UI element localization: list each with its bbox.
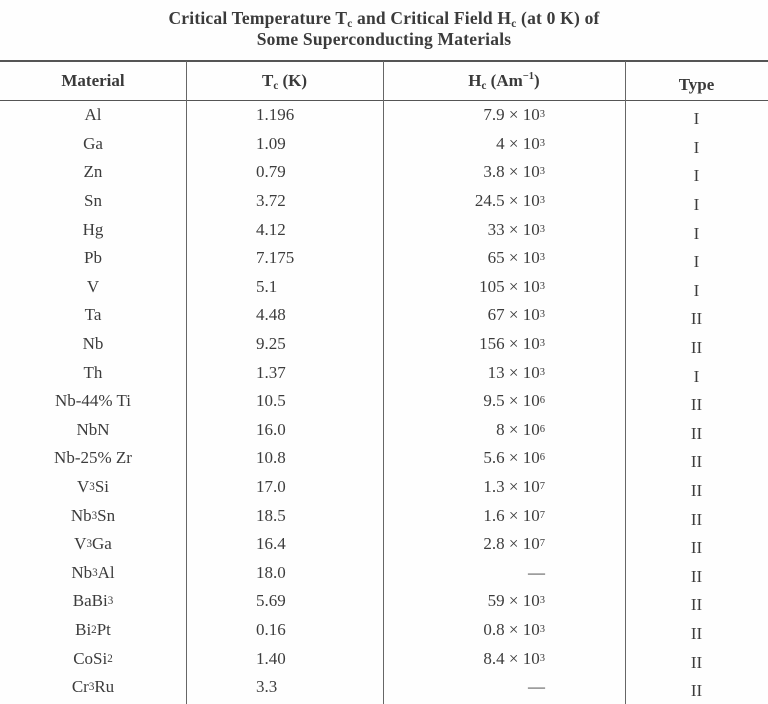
- material-text: CoSi: [73, 648, 108, 668]
- table-row: [0, 130, 768, 159]
- cell-hc: 24.5 × 10 3: [474, 191, 545, 211]
- material-text: Nb: [71, 562, 93, 582]
- header-type: [625, 62, 768, 100]
- table-row: [0, 387, 768, 416]
- material-text: Nb: [70, 505, 92, 525]
- cell-tc: [186, 501, 383, 530]
- cell-material: BaBi 3: [72, 591, 114, 611]
- title-text: and Critical Field H: [352, 8, 512, 28]
- table-row: [0, 444, 768, 473]
- cell-type: [625, 587, 768, 616]
- material-text: Ru: [94, 677, 115, 697]
- superscript: −1: [522, 71, 535, 82]
- cell-hc: 105 × 10 3: [479, 276, 545, 296]
- cell-tc: [186, 616, 383, 645]
- material-text: Nb-44% Ti: [54, 391, 132, 411]
- tc-value: 5.1: [256, 276, 278, 296]
- cell-hc: 1.3 × 10 7: [483, 477, 545, 497]
- cell-tc: [186, 187, 383, 216]
- type-value: II: [690, 509, 703, 529]
- table-row: [0, 616, 768, 645]
- header-hc: [383, 62, 625, 100]
- table-row: [0, 673, 768, 702]
- hc-value: 5.6 × 10: [483, 448, 540, 468]
- tc-value: 1.09: [256, 133, 286, 153]
- hc-value: —: [528, 562, 545, 582]
- cell-type: [625, 444, 768, 473]
- symbol: T: [261, 71, 274, 90]
- unit: ): [534, 71, 540, 90]
- title-text: (at 0 K) of: [516, 8, 600, 28]
- type-value: II: [690, 481, 703, 501]
- tc-value: 16.0: [256, 419, 286, 439]
- header-material: [0, 62, 186, 100]
- type-value: II: [690, 681, 703, 701]
- cell-type: [625, 301, 768, 330]
- cell-tc: [186, 273, 383, 302]
- hc-value: 67 × 10: [487, 305, 540, 325]
- header-label: Type: [678, 75, 715, 94]
- material-text: Nb: [82, 334, 104, 354]
- table-title: [0, 8, 768, 50]
- material-text: Bi: [75, 619, 92, 639]
- tc-value: 7.175: [256, 248, 295, 268]
- cell-type: [625, 101, 768, 130]
- table-row: [0, 530, 768, 559]
- cell-material: Cr 3 Ru: [71, 677, 115, 697]
- table-row: [0, 158, 768, 187]
- type-value: II: [690, 623, 703, 643]
- table-row: [0, 559, 768, 588]
- subscript: c: [273, 80, 279, 92]
- tc-value: 10.5: [256, 391, 286, 411]
- cell-type: [625, 559, 768, 588]
- cell-material: [0, 130, 186, 159]
- cell-tc: [186, 330, 383, 359]
- title-text: Critical Temperature T: [168, 8, 348, 28]
- tc-value: 18.5: [256, 505, 286, 525]
- type-value: II: [690, 452, 703, 472]
- hc-value: 65 × 10: [487, 248, 540, 268]
- cell-type: [625, 187, 768, 216]
- cell-type: [625, 330, 768, 359]
- subscript: c: [481, 80, 487, 92]
- tc-value: 16.4: [256, 534, 286, 554]
- material-text: NbN: [76, 419, 110, 439]
- cell-hc: 5.6 × 10 6: [483, 448, 545, 468]
- cell-hc: 67 × 10 3: [487, 305, 545, 325]
- hc-value: 0.8 × 10: [483, 619, 540, 639]
- cell-hc: 3.8 × 10 3: [483, 162, 545, 182]
- table-body: [0, 101, 768, 701]
- cell-tc: [186, 530, 383, 559]
- cell-material: [0, 101, 186, 130]
- material-text: Hg: [82, 219, 104, 239]
- cell-hc: 4 × 10 3: [496, 133, 545, 153]
- tc-value: 18.0: [256, 562, 286, 582]
- cell-material: [0, 387, 186, 416]
- material-text: Ga: [83, 133, 103, 153]
- hc-value: —: [528, 677, 545, 697]
- type-value: II: [690, 538, 703, 558]
- tc-value: 1.37: [256, 362, 286, 382]
- cell-type: [625, 416, 768, 445]
- cell-type: [625, 158, 768, 187]
- tc-value: 3.3: [256, 677, 278, 697]
- tc-value: 17.0: [256, 477, 286, 497]
- cell-hc: 59 × 10 3: [487, 591, 545, 611]
- tc-value: 4.12: [256, 219, 286, 239]
- cell-tc: [186, 301, 383, 330]
- type-value: I: [693, 137, 700, 157]
- cell-hc: 8.4 × 10 3: [483, 648, 545, 668]
- cell-hc: [383, 673, 625, 702]
- cell-tc: [186, 673, 383, 702]
- hc-value: 9.5 × 10: [483, 391, 540, 411]
- cell-type: [625, 530, 768, 559]
- cell-tc: [186, 101, 383, 130]
- cell-tc: [186, 644, 383, 673]
- cell-type: [625, 215, 768, 244]
- material-text: Cr: [71, 677, 89, 697]
- cell-material: CoSi 2: [73, 648, 113, 668]
- hc-value: 2.8 × 10: [483, 534, 540, 554]
- table-row: [0, 301, 768, 330]
- material-text: Ta: [84, 305, 102, 325]
- cell-material: [0, 358, 186, 387]
- table-row: [0, 330, 768, 359]
- hc-value: 156 × 10: [479, 334, 540, 354]
- type-value: I: [693, 166, 700, 186]
- type-value: II: [690, 309, 703, 329]
- type-value: II: [690, 652, 703, 672]
- subscript: c: [347, 18, 353, 30]
- cell-material: [0, 244, 186, 273]
- cell-hc: 0.8 × 10 3: [483, 619, 545, 639]
- cell-hc: 33 × 10 3: [487, 219, 545, 239]
- cell-tc: [186, 587, 383, 616]
- tc-value: 0.16: [256, 619, 286, 639]
- hc-value: 4 × 10: [496, 133, 540, 153]
- tc-value: 4.48: [256, 305, 286, 325]
- hc-value: 8 × 10: [496, 419, 540, 439]
- cell-material: [0, 158, 186, 187]
- cell-material: [0, 416, 186, 445]
- cell-material: V 3 Ga: [74, 534, 112, 554]
- hc-value: 105 × 10: [479, 276, 540, 296]
- cell-material: [0, 187, 186, 216]
- type-value: II: [690, 423, 703, 443]
- hc-value: 8.4 × 10: [483, 648, 540, 668]
- title-line-2: Some Superconducting Materials: [256, 29, 512, 49]
- cell-type: [625, 273, 768, 302]
- material-text: Sn: [97, 505, 116, 525]
- cell-material: V 3 Si: [77, 477, 109, 497]
- cell-tc: [186, 559, 383, 588]
- header-label: Material: [61, 71, 125, 90]
- table-row: [0, 215, 768, 244]
- header-label: [262, 71, 307, 91]
- cell-tc: [186, 358, 383, 387]
- material-text: V: [74, 534, 87, 554]
- material-text: Sn: [84, 191, 102, 211]
- cell-type: [625, 244, 768, 273]
- type-value: I: [693, 195, 700, 215]
- cell-hc: [383, 559, 625, 588]
- material-text: Zn: [83, 162, 103, 182]
- table-row: [0, 101, 768, 130]
- title-line-1: [0, 8, 768, 29]
- type-value: II: [690, 595, 703, 615]
- material-text: V: [86, 276, 100, 296]
- cell-material: [0, 273, 186, 302]
- material-text: Nb-25% Zr: [54, 448, 132, 468]
- table-row: [0, 587, 768, 616]
- cell-tc: [186, 473, 383, 502]
- type-value: I: [693, 252, 700, 272]
- cell-type: [625, 616, 768, 645]
- cell-tc: [186, 387, 383, 416]
- cell-tc: [186, 215, 383, 244]
- tc-value: 0.79: [256, 162, 286, 182]
- type-value: II: [690, 338, 703, 358]
- cell-hc: 156 × 10 3: [479, 334, 545, 354]
- table-row: [0, 187, 768, 216]
- tc-value: 1.40: [256, 648, 286, 668]
- tc-value: 10.8: [256, 448, 286, 468]
- cell-material: Nb 3 Al: [71, 562, 115, 582]
- tc-value: 3.72: [256, 191, 286, 211]
- cell-material: [0, 444, 186, 473]
- table-row: [0, 501, 768, 530]
- cell-material: Bi 2 Pt: [75, 619, 111, 639]
- table-row: [0, 358, 768, 387]
- table-row: [0, 473, 768, 502]
- cell-type: [625, 673, 768, 702]
- type-value: I: [693, 109, 700, 129]
- cell-material: Nb 3 Sn: [70, 505, 116, 525]
- hc-value: 33 × 10: [487, 219, 540, 239]
- header-label: [468, 71, 539, 91]
- tc-value: 9.25: [256, 334, 286, 354]
- cell-hc: 7.9 × 10 3: [483, 105, 545, 125]
- cell-hc: 2.8 × 10 7: [483, 534, 545, 554]
- cell-tc: [186, 444, 383, 473]
- type-value: II: [690, 566, 703, 586]
- type-value: II: [690, 395, 703, 415]
- cell-material: [0, 330, 186, 359]
- cell-hc: 9.5 × 10 6: [483, 391, 545, 411]
- cell-tc: [186, 130, 383, 159]
- cell-type: [625, 130, 768, 159]
- hc-value: 59 × 10: [487, 591, 540, 611]
- table-row: [0, 244, 768, 273]
- material-text: Pt: [96, 619, 111, 639]
- type-value: I: [693, 223, 700, 243]
- material-text: Pb: [84, 248, 102, 268]
- table-row: [0, 416, 768, 445]
- tc-value: 5.69: [256, 591, 286, 611]
- cell-material: [0, 301, 186, 330]
- type-value: I: [693, 280, 700, 300]
- hc-value: 24.5 × 10: [474, 191, 540, 211]
- hc-value: 3.8 × 10: [483, 162, 540, 182]
- material-text: Al: [84, 105, 102, 125]
- cell-type: [625, 473, 768, 502]
- header-tc: [186, 62, 383, 100]
- cell-hc: 1.6 × 10 7: [483, 505, 545, 525]
- hc-value: 1.6 × 10: [483, 505, 540, 525]
- material-text: Th: [83, 362, 103, 382]
- unit: (Am: [486, 71, 523, 90]
- cell-tc: [186, 416, 383, 445]
- cell-tc: [186, 244, 383, 273]
- cell-hc: 8 × 10 6: [496, 419, 545, 439]
- tc-value: 1.196: [256, 105, 295, 125]
- cell-type: [625, 387, 768, 416]
- cell-type: [625, 644, 768, 673]
- cell-material: [0, 215, 186, 244]
- cell-hc: 65 × 10 3: [487, 248, 545, 268]
- cell-tc: [186, 158, 383, 187]
- cell-type: [625, 358, 768, 387]
- hc-value: 13 × 10: [487, 362, 540, 382]
- type-value: I: [693, 366, 700, 386]
- table-row: [0, 273, 768, 302]
- cell-type: [625, 501, 768, 530]
- material-text: Si: [94, 477, 109, 497]
- subscript: c: [511, 18, 517, 30]
- material-text: V: [77, 477, 90, 497]
- table-row: [0, 644, 768, 673]
- material-text: Al: [97, 562, 115, 582]
- unit: (K): [278, 71, 308, 90]
- hc-value: 7.9 × 10: [483, 105, 540, 125]
- material-text: BaBi: [72, 591, 108, 611]
- symbol: H: [468, 71, 482, 90]
- cell-hc: 13 × 10 3: [487, 362, 545, 382]
- material-text: Ga: [91, 534, 112, 554]
- hc-value: 1.3 × 10: [483, 477, 540, 497]
